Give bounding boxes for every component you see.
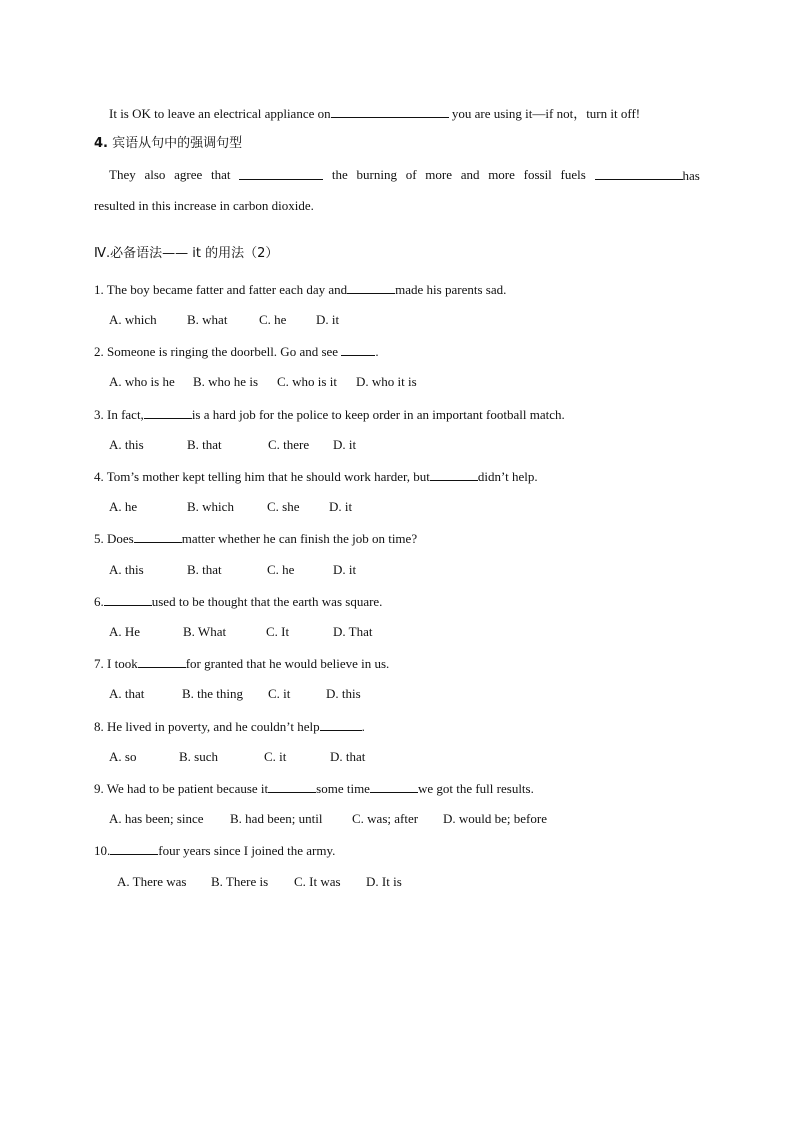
question-stem: 2. Someone is ringing the doorbell. Go and see: [94, 344, 339, 359]
question-2: [94, 343, 379, 360]
question-stem: for granted that he would believe in us.: [185, 656, 390, 671]
section-4-heading: [94, 136, 242, 152]
options-q6: [0, 624, 794, 640]
option-c[interactable]: C. there: [268, 437, 310, 452]
option-c[interactable]: C. he: [267, 562, 295, 577]
question-stem: matter whether he can finish the job on time?: [181, 531, 418, 546]
section-4-sentence-line2: resulted in this increase in carbon dioxide.: [94, 198, 314, 213]
answer-blank[interactable]: [331, 105, 449, 118]
option-b[interactable]: B. such: [179, 749, 218, 764]
answer-blank[interactable]: [341, 343, 375, 356]
option-c[interactable]: C. it: [268, 686, 291, 701]
option-b[interactable]: B. what: [187, 312, 228, 327]
word: that: [210, 167, 231, 182]
answer-blank[interactable]: [347, 281, 395, 294]
option-c[interactable]: C. was; after: [352, 811, 419, 826]
option-c[interactable]: C. she: [267, 499, 300, 514]
answer-blank[interactable]: [138, 655, 186, 668]
option-d[interactable]: D. would be; before: [443, 811, 547, 826]
word: burning: [356, 167, 397, 182]
question-stem: 6.: [94, 594, 104, 609]
option-a[interactable]: A. that: [109, 686, 145, 701]
section-4-number: 4.: [94, 136, 108, 151]
word: and: [460, 167, 480, 182]
answer-blank[interactable]: [370, 780, 418, 793]
options-q8: [0, 749, 794, 765]
question-stem: 3. In fact,: [94, 407, 144, 422]
option-b[interactable]: B. who he is: [193, 374, 258, 389]
question-stem: made his parents sad.: [395, 282, 507, 297]
section-4-title: 宾语从句中的强调句型: [112, 136, 243, 151]
options-q10: [0, 874, 794, 890]
option-b[interactable]: B. that: [187, 562, 222, 577]
option-b[interactable]: B. the thing: [182, 686, 244, 701]
question-stem: didn’t help.: [477, 469, 538, 484]
options-q9: [0, 811, 794, 827]
option-a[interactable]: A. so: [109, 749, 137, 764]
word: more: [488, 167, 515, 182]
options-q4: [0, 499, 794, 515]
question-stem: 8. He lived in poverty, and he couldn’t help: [94, 719, 320, 734]
option-b[interactable]: B. had been; until: [230, 811, 323, 826]
question-4: [94, 468, 538, 485]
option-d[interactable]: D. it: [329, 499, 353, 514]
options-q1: [0, 312, 794, 328]
question-stem: 10.: [94, 843, 111, 858]
option-b[interactable]: B. What: [183, 624, 227, 639]
answer-blank[interactable]: [239, 167, 323, 180]
section-iv-heading: Ⅳ.必备语法—— it 的用法（2）: [94, 246, 279, 261]
options-q2: [0, 374, 794, 390]
option-c[interactable]: C. It was: [294, 874, 341, 889]
question-stem: we got the full results.: [417, 781, 534, 796]
options-q7: [0, 686, 794, 702]
option-d[interactable]: D. It is: [366, 874, 402, 889]
question-8: [94, 718, 365, 735]
question-7: [94, 655, 389, 672]
question-5: [94, 530, 417, 547]
word: They: [109, 167, 136, 182]
question-3: [94, 406, 565, 423]
question-stem: 7. I took: [94, 656, 138, 671]
option-d[interactable]: D. who it is: [356, 374, 417, 389]
option-a[interactable]: A. he: [109, 499, 138, 514]
option-b[interactable]: B. which: [187, 499, 234, 514]
option-a[interactable]: A. has been; since: [109, 811, 204, 826]
answer-blank[interactable]: [104, 593, 152, 606]
option-a[interactable]: A. this: [109, 437, 144, 452]
option-c[interactable]: C. who is it: [277, 374, 337, 389]
options-q3: [0, 437, 794, 453]
question-1: [94, 281, 506, 298]
answer-blank[interactable]: [144, 406, 192, 419]
question-stem: .: [375, 344, 379, 359]
option-d[interactable]: D. That: [333, 624, 373, 639]
option-d[interactable]: D. it: [316, 312, 340, 327]
question-6: [94, 593, 382, 610]
question-9: [94, 780, 534, 797]
option-d[interactable]: D. that: [330, 749, 366, 764]
intro-sentence: [109, 105, 640, 122]
question-stem: .: [361, 719, 365, 734]
question-stem: four years since I joined the army.: [158, 843, 336, 858]
option-c[interactable]: C. he: [259, 312, 287, 327]
option-b[interactable]: B. There is: [211, 874, 269, 889]
option-a[interactable]: A. this: [109, 562, 144, 577]
option-a[interactable]: A. There was: [117, 874, 187, 889]
options-q5: [0, 562, 794, 578]
option-d[interactable]: D. this: [326, 686, 361, 701]
option-a[interactable]: A. He: [109, 624, 141, 639]
word: more: [425, 167, 452, 182]
answer-blank[interactable]: [110, 842, 158, 855]
word: fuels: [560, 167, 586, 182]
question-10: [94, 842, 335, 859]
question-stem: is a hard job for the police to keep order in an important football match.: [191, 407, 565, 422]
word: of: [405, 167, 417, 182]
option-b[interactable]: B. that: [187, 437, 222, 452]
word: agree: [174, 167, 203, 182]
option-c[interactable]: C. it: [264, 749, 287, 764]
intro-text-a: It is OK to leave an electrical appliance on: [109, 106, 331, 121]
question-stem: 9. We had to be patient because it: [94, 781, 269, 796]
option-d[interactable]: D. it: [333, 562, 357, 577]
question-stem: some time: [316, 781, 370, 796]
answer-blank[interactable]: [134, 530, 182, 543]
answer-blank[interactable]: [595, 167, 683, 180]
option-a[interactable]: A. which: [109, 312, 157, 327]
option-d[interactable]: D. it: [333, 437, 357, 452]
question-stem: used to be thought that the earth was square.: [151, 594, 383, 609]
question-stem: 4. Tom’s mother kept telling him that he should work harder, but: [94, 469, 430, 484]
section-4-sentence-line1: [109, 167, 700, 184]
word: fossil: [523, 167, 552, 182]
word: the: [331, 167, 348, 182]
question-stem: 5. Does: [94, 531, 134, 546]
word: also: [144, 167, 166, 182]
answer-blank[interactable]: [320, 718, 362, 731]
option-c[interactable]: C. It: [266, 624, 290, 639]
word: has: [682, 168, 700, 183]
intro-text-b: you are using it—if not，turn it off!: [451, 106, 641, 121]
question-stem: 1. The boy became fatter and fatter each day and: [94, 282, 348, 297]
answer-blank[interactable]: [268, 780, 316, 793]
option-a[interactable]: A. who is he: [109, 374, 175, 389]
answer-blank[interactable]: [430, 468, 478, 481]
